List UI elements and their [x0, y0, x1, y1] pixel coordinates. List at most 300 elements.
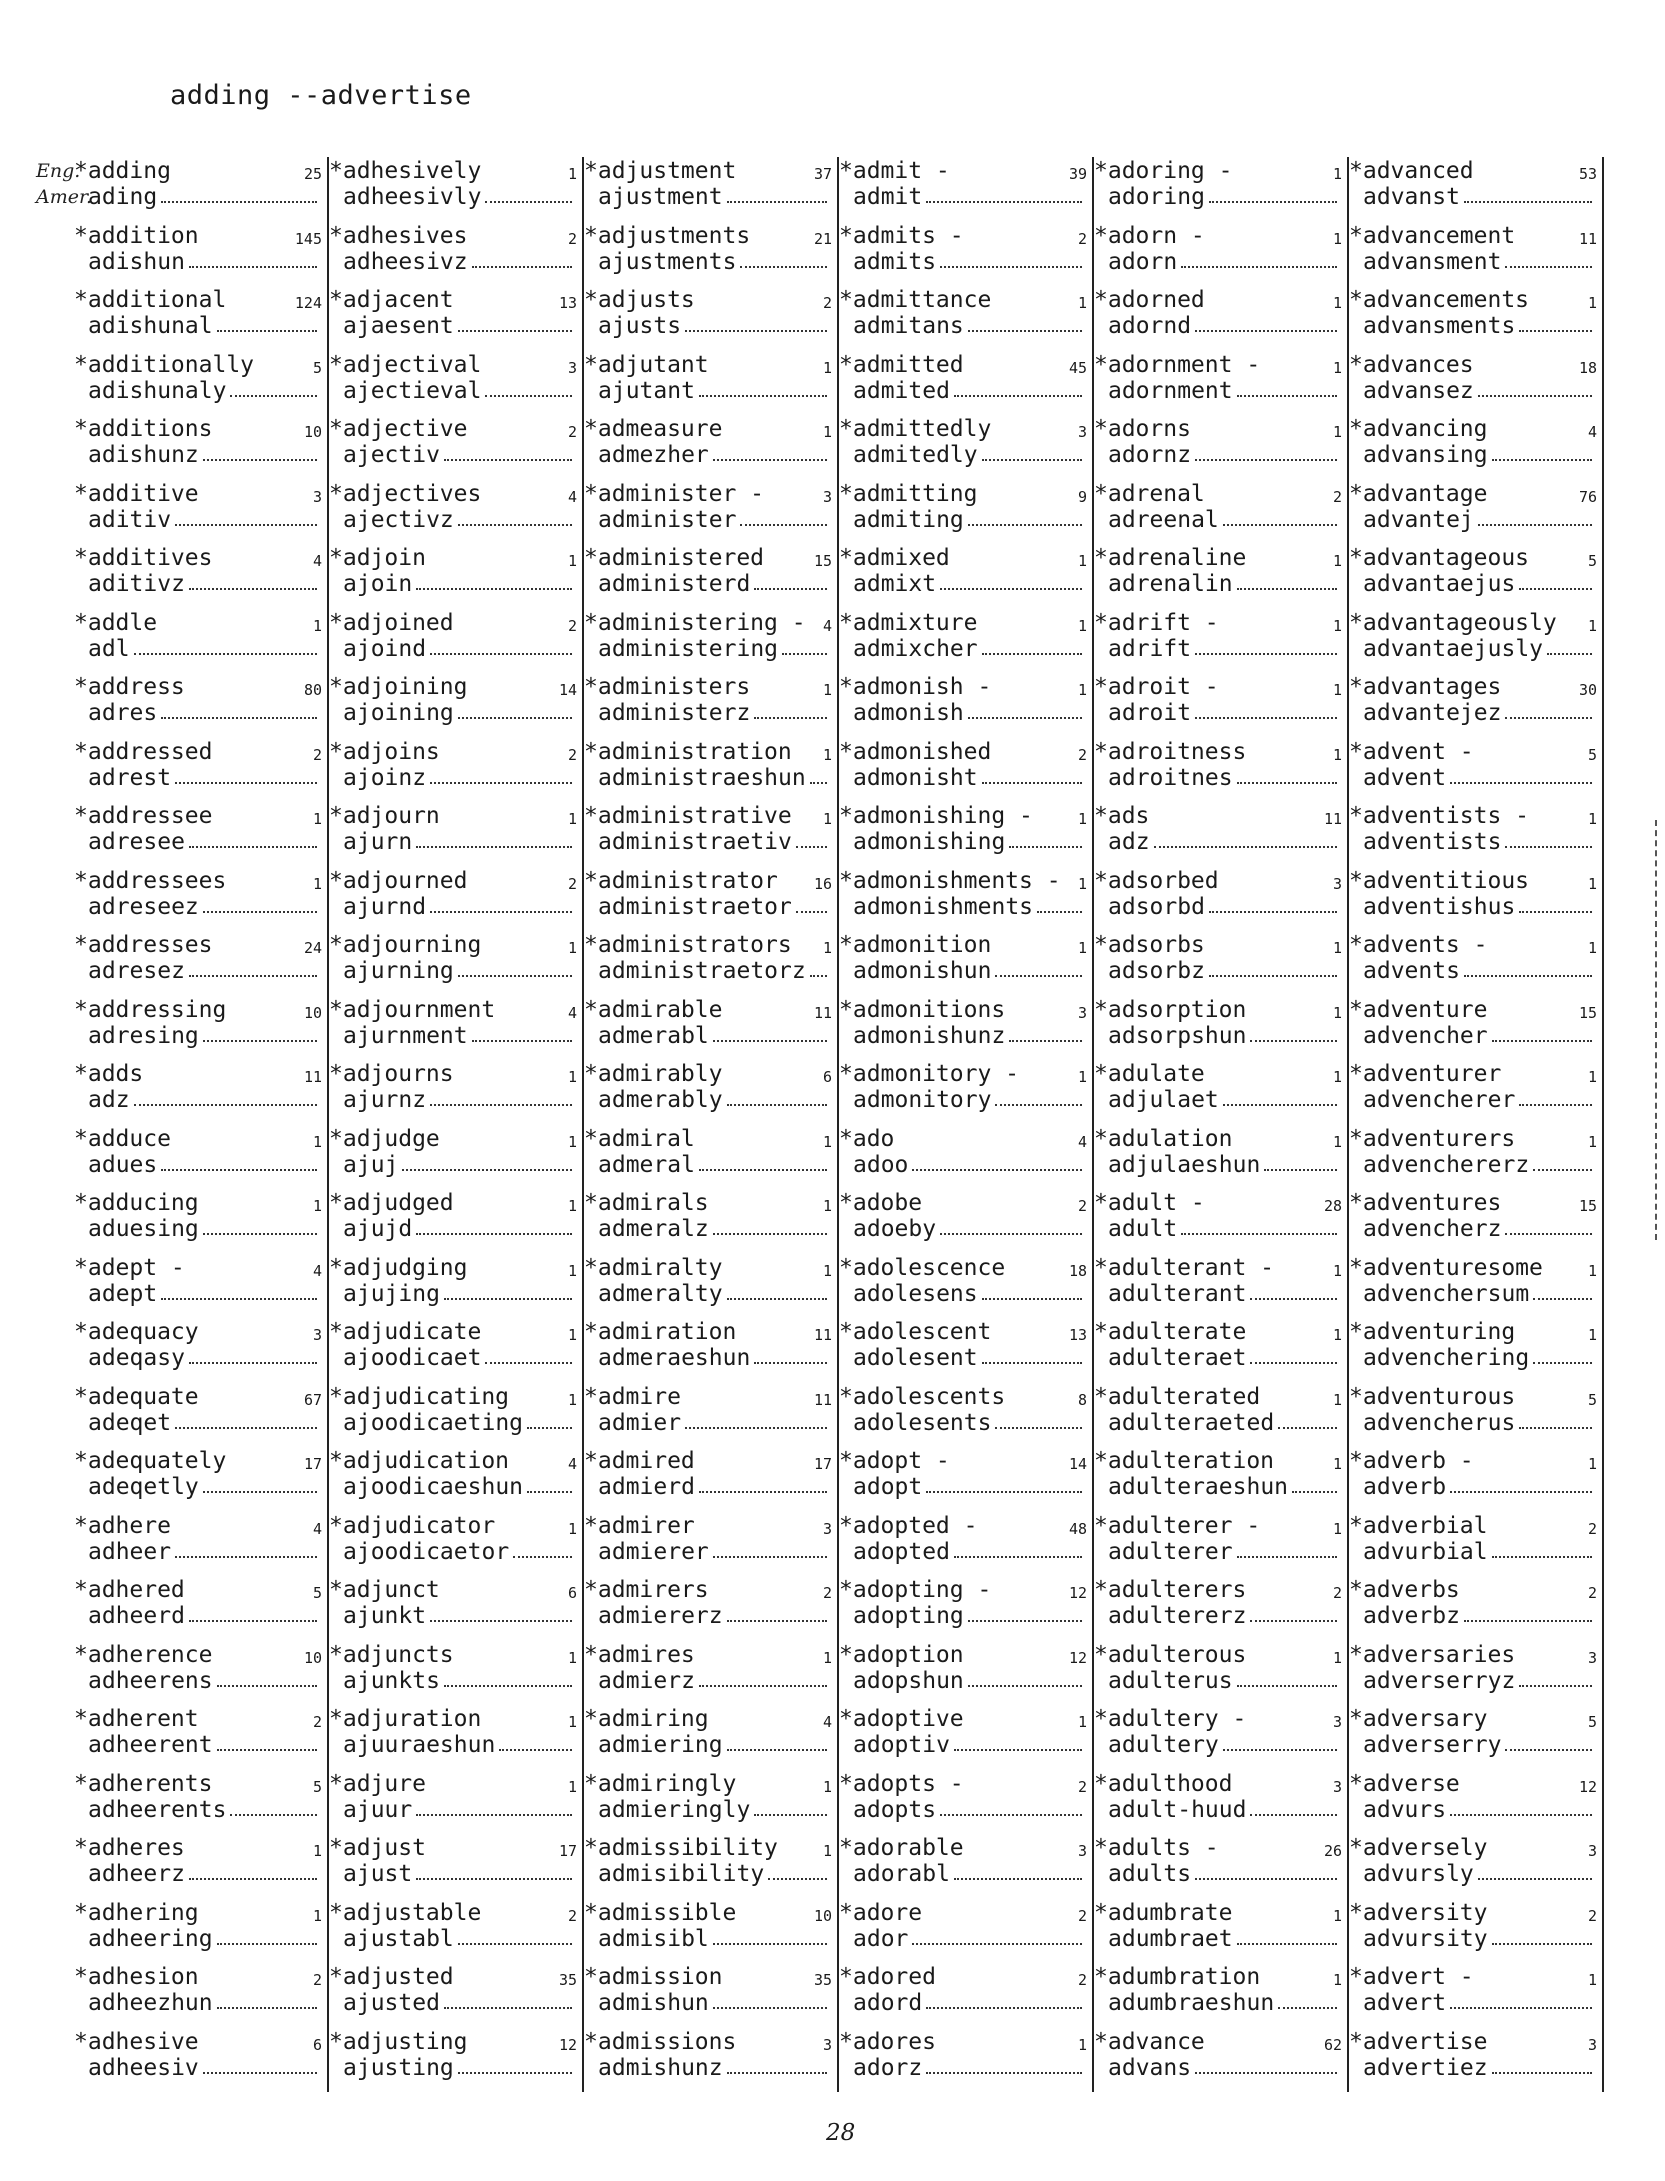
- dotted-leader: [416, 846, 572, 848]
- english-spelling: *advent -: [1349, 738, 1474, 765]
- dotted-leader: [458, 1943, 572, 1945]
- dictionary-entry: [1349, 2028, 1604, 2093]
- dotted-leader: [1195, 459, 1337, 461]
- english-spelling: *admissibility: [584, 1835, 778, 1861]
- reformed-spelling: adheerd: [88, 1603, 185, 1629]
- english-spelling: *adores: [839, 2028, 936, 2055]
- dotted-leader: [1237, 1685, 1337, 1687]
- reformed-spelling: admonishing: [853, 829, 1006, 855]
- american-word: [1363, 1990, 1596, 2016]
- american-word: [343, 829, 576, 855]
- american-word: [1363, 2055, 1596, 2081]
- reformed-spelling: advansez: [1363, 377, 1474, 404]
- dotted-leader: [968, 330, 1082, 332]
- dictionary-entry: [329, 1770, 584, 1835]
- dictionary-entry: [329, 1705, 584, 1770]
- english-spelling: *admonishing -: [839, 803, 1033, 829]
- dotted-leader: [444, 1298, 572, 1300]
- frequency-count: 1: [567, 1068, 577, 1086]
- english-spelling: *admonish -: [839, 674, 992, 700]
- english-spelling: *adverbial: [1349, 1512, 1488, 1539]
- dictionary-entry: [1094, 1770, 1349, 1835]
- american-word: [853, 1023, 1086, 1049]
- english-spelling: *adjust: [329, 1835, 426, 1861]
- english-spelling: *adore: [839, 1899, 923, 1926]
- american-word: [1108, 700, 1341, 726]
- frequency-count: 1: [567, 1197, 577, 1215]
- frequency-count: 1: [312, 1842, 322, 1860]
- reformed-spelling: admonishun: [853, 958, 992, 984]
- reformed-spelling: admieringly: [598, 1796, 751, 1823]
- american-word: [88, 1474, 321, 1500]
- american-word: [853, 1926, 1086, 1952]
- american-word: [853, 1410, 1086, 1436]
- american-word: [853, 184, 1086, 210]
- american-word: [1108, 249, 1341, 275]
- reformed-spelling: admierer: [598, 1538, 709, 1565]
- dictionary-entry: [839, 802, 1094, 867]
- english-word: [839, 1448, 1086, 1474]
- american-word: [343, 249, 576, 275]
- english-spelling: *adopt -: [839, 1448, 950, 1474]
- reformed-spelling: ajujd: [343, 1216, 413, 1242]
- english-word: [1094, 223, 1341, 249]
- frequency-count: 18: [1578, 358, 1597, 377]
- dictionary-entry: [839, 1576, 1094, 1641]
- english-word: [1094, 674, 1341, 700]
- english-spelling: *additions: [74, 416, 213, 442]
- american-word: [343, 1410, 576, 1436]
- dictionary-entry: [1349, 867, 1604, 932]
- american-word: [88, 442, 321, 468]
- dotted-leader: [727, 2072, 827, 2074]
- english-spelling: *adversity: [1349, 1899, 1488, 1926]
- english-spelling: *advanced: [1349, 158, 1474, 184]
- dictionary-entry: [74, 480, 329, 545]
- dictionary-entry: [329, 1963, 584, 2028]
- dotted-leader: [402, 1169, 572, 1171]
- frequency-count: 6: [312, 2035, 322, 2054]
- frequency-count: 4: [822, 616, 832, 635]
- frequency-count: 1: [567, 1713, 577, 1731]
- english-word: [584, 1126, 831, 1152]
- frequency-count: 1: [1587, 1971, 1597, 1989]
- english-word: [584, 223, 831, 249]
- english-spelling: *admirably: [584, 1061, 723, 1087]
- american-word: [343, 1861, 576, 1887]
- english-word: [1094, 1771, 1341, 1797]
- dictionary-entry: [584, 1963, 839, 2028]
- frequency-count: 11: [813, 1326, 832, 1344]
- english-word: [1349, 1771, 1596, 1797]
- american-word: [853, 1603, 1086, 1629]
- english-spelling: *addressees: [74, 867, 227, 894]
- american-word: [1108, 1087, 1341, 1113]
- dotted-leader: [968, 1620, 1082, 1622]
- american-word: [598, 507, 831, 533]
- frequency-count: 1: [822, 745, 832, 764]
- reformed-spelling: adheesiv: [88, 2054, 199, 2081]
- american-word: [598, 829, 831, 855]
- reformed-spelling: adults: [1108, 1861, 1192, 1887]
- english-spelling: *additives: [74, 545, 213, 571]
- dotted-leader: [1464, 975, 1592, 977]
- dotted-leader: [134, 653, 317, 655]
- reformed-spelling: adumbraet: [1108, 1925, 1233, 1952]
- dotted-leader: [1492, 459, 1592, 461]
- dictionary-entry: [329, 738, 584, 803]
- dictionary-entry: [584, 1189, 839, 1254]
- english-word: [1349, 1061, 1596, 1087]
- dictionary-entry: [1094, 1834, 1349, 1899]
- english-word: [74, 1577, 321, 1603]
- english-word: [74, 1835, 321, 1861]
- american-word: [1363, 1152, 1596, 1178]
- english-spelling: *adumbration: [1094, 1964, 1261, 1990]
- dotted-leader: [430, 782, 572, 784]
- english-spelling: *addition: [74, 222, 199, 249]
- dotted-leader: [203, 1491, 317, 1493]
- dotted-leader: [1505, 1749, 1592, 1751]
- english-spelling: *admonished: [839, 738, 992, 765]
- english-word: [839, 545, 1086, 571]
- dotted-leader: [458, 330, 572, 332]
- american-word: [598, 1926, 831, 1952]
- american-word: [88, 1087, 321, 1113]
- dotted-leader: [485, 201, 572, 203]
- frequency-count: 1: [312, 616, 322, 635]
- frequency-count: 13: [1068, 1326, 1087, 1344]
- english-word: [839, 997, 1086, 1023]
- english-spelling: *admonition: [839, 932, 992, 958]
- english-spelling: *adulteration: [1094, 1448, 1275, 1474]
- reformed-spelling: admierz: [598, 1667, 695, 1694]
- dotted-leader: [1195, 2072, 1337, 2074]
- reformed-spelling: adz: [1108, 829, 1150, 855]
- dotted-leader: [926, 2072, 1082, 2074]
- american-word: [1363, 1603, 1596, 1629]
- reformed-spelling: admeralty: [598, 1280, 723, 1307]
- american-word: [1108, 1797, 1341, 1823]
- frequency-count: 2: [1587, 1584, 1597, 1602]
- reformed-spelling: adjulaeshun: [1108, 1151, 1261, 1178]
- american-word: [1363, 1087, 1596, 1113]
- dictionary-entry: [839, 1254, 1094, 1319]
- english-word: [839, 481, 1086, 507]
- dotted-leader: [940, 588, 1082, 590]
- dotted-leader: [982, 653, 1082, 655]
- english-spelling: *adjective: [329, 416, 468, 442]
- dictionary-entry: [74, 996, 329, 1061]
- frequency-count: 12: [1068, 1584, 1087, 1602]
- american-word: [598, 1797, 831, 1823]
- reformed-spelling: adres: [88, 700, 158, 726]
- frequency-count: 2: [312, 745, 322, 764]
- reformed-spelling: administer: [598, 506, 737, 533]
- frequency-count: 1: [567, 1519, 577, 1538]
- frequency-count: 1: [1587, 294, 1597, 312]
- english-spelling: *adhesives: [329, 222, 468, 249]
- dictionary-entry: [839, 931, 1094, 996]
- reformed-spelling: admixcher: [853, 635, 978, 662]
- english-spelling: *addressee: [74, 803, 213, 829]
- english-word: [74, 481, 321, 507]
- reformed-spelling: ajustment: [598, 184, 723, 210]
- reformed-spelling: adopshun: [853, 1667, 964, 1694]
- dotted-leader: [430, 911, 572, 913]
- american-word: [88, 1023, 321, 1049]
- english-spelling: *additive: [74, 480, 199, 507]
- reformed-spelling: adornment: [1108, 377, 1233, 404]
- dotted-leader: [1195, 1878, 1337, 1880]
- dictionary-entry: [839, 1318, 1094, 1383]
- frequency-count: 3: [1587, 1842, 1597, 1860]
- english-spelling: *adjudged: [329, 1190, 454, 1216]
- english-spelling: *admonishments -: [839, 867, 1061, 894]
- english-word: [74, 1255, 321, 1281]
- frequency-count: 1: [822, 1648, 832, 1667]
- dotted-leader: [513, 1556, 572, 1558]
- english-spelling: *adequacy: [74, 1319, 199, 1345]
- dotted-leader: [1547, 653, 1592, 655]
- english-spelling: *adolescents: [839, 1383, 1006, 1410]
- english-word: [584, 545, 831, 571]
- american-word: [598, 1281, 831, 1307]
- dictionary-entry: [839, 415, 1094, 480]
- english-spelling: *ado: [839, 1125, 895, 1152]
- american-word: [853, 1732, 1086, 1758]
- dotted-leader: [189, 846, 317, 848]
- american-word: [343, 1087, 576, 1113]
- frequency-count: 15: [1578, 1003, 1597, 1022]
- dotted-leader: [1519, 330, 1592, 332]
- american-word: [1108, 894, 1341, 920]
- english-word: [329, 674, 576, 700]
- dotted-leader: [954, 1749, 1082, 1751]
- english-word: [839, 1513, 1086, 1539]
- dotted-leader: [1250, 1814, 1337, 1816]
- dotted-leader: [727, 1298, 827, 1300]
- english-word: [329, 545, 576, 571]
- reformed-spelling: advantaejus: [1363, 571, 1516, 597]
- dictionary-entry: [1094, 1447, 1349, 1512]
- frequency-count: 2: [1077, 1777, 1087, 1796]
- english-spelling: *administrator: [584, 867, 778, 894]
- american-word: [343, 571, 576, 597]
- reformed-spelling: adrift: [1108, 635, 1192, 662]
- reformed-spelling: ajunkts: [343, 1667, 440, 1694]
- english-word: [1349, 158, 1596, 184]
- frequency-count: 14: [558, 681, 577, 699]
- reformed-spelling: adl: [88, 635, 130, 662]
- american-word: [1108, 313, 1341, 339]
- dictionary-entry: [1094, 738, 1349, 803]
- dotted-leader: [796, 846, 827, 848]
- dictionary-entry: [74, 1060, 329, 1125]
- reformed-spelling: adroit: [1108, 700, 1192, 726]
- frequency-count: 35: [813, 1971, 832, 1989]
- dotted-leader: [1505, 1233, 1592, 1235]
- reformed-spelling: adorn: [1108, 248, 1178, 275]
- dictionary-entry: [74, 157, 329, 222]
- dotted-leader: [472, 1040, 572, 1042]
- dictionary-entry: [584, 351, 839, 416]
- reformed-spelling: adreenal: [1108, 506, 1219, 533]
- frequency-count: 16: [813, 874, 832, 893]
- dotted-leader: [217, 1749, 317, 1751]
- dictionary-entry: [329, 157, 584, 222]
- english-word: [74, 1771, 321, 1797]
- dictionary-entry: [1349, 673, 1604, 738]
- english-word: [329, 1384, 576, 1410]
- dictionary-entry: [839, 1512, 1094, 1577]
- english-spelling: *addresses: [74, 932, 213, 958]
- english-word: [839, 1190, 1086, 1216]
- english-spelling: *adequately: [74, 1448, 227, 1474]
- frequency-count: 2: [1332, 1584, 1342, 1602]
- english-spelling: *adjoined: [329, 609, 454, 636]
- reformed-spelling: ajectiv: [343, 442, 440, 468]
- frequency-count: 3: [822, 1519, 832, 1538]
- english-spelling: *adds: [74, 1061, 144, 1087]
- frequency-count: 4: [567, 487, 577, 506]
- dotted-leader: [1464, 201, 1592, 203]
- english-word: [1094, 1900, 1341, 1926]
- dictionary-entry: [839, 544, 1094, 609]
- american-word: [598, 765, 831, 791]
- frequency-count: 2: [1077, 1906, 1087, 1925]
- american-word: [343, 958, 576, 984]
- dictionary-entry: [1094, 1705, 1349, 1770]
- american-word: [88, 1345, 321, 1371]
- english-word: [329, 997, 576, 1023]
- american-word: [1363, 313, 1596, 339]
- dotted-leader: [699, 1685, 827, 1687]
- american-word: [1363, 1668, 1596, 1694]
- dictionary-entry: [1349, 415, 1604, 480]
- american-word: [88, 765, 321, 791]
- american-word: [343, 1216, 576, 1242]
- english-spelling: *adsorption: [1094, 996, 1247, 1023]
- frequency-count: 1: [1332, 745, 1342, 764]
- dotted-leader: [416, 1233, 572, 1235]
- english-word: [329, 1126, 576, 1152]
- american-word: [343, 507, 576, 533]
- reformed-spelling: ajoodicaeshun: [343, 1474, 524, 1500]
- american-word: [853, 2055, 1086, 2081]
- frequency-count: 1: [1332, 1326, 1342, 1344]
- amer-label: Amer.: [36, 186, 93, 208]
- frequency-count: 2: [822, 294, 832, 312]
- american-word: [88, 313, 321, 339]
- frequency-count: 80: [303, 681, 322, 699]
- american-word: [1363, 1474, 1596, 1500]
- english-word: [839, 416, 1086, 442]
- frequency-count: 1: [1587, 939, 1597, 957]
- english-word: [1094, 2029, 1341, 2055]
- dictionary-entry: [1094, 1641, 1349, 1706]
- english-spelling: *adorns: [1094, 416, 1191, 442]
- english-word: [1349, 739, 1596, 765]
- dotted-leader: [189, 266, 317, 268]
- american-word: [1108, 1216, 1341, 1242]
- dotted-leader: [968, 717, 1082, 719]
- reformed-spelling: adresez: [88, 958, 185, 984]
- dictionary-entry: [74, 351, 329, 416]
- english-spelling: *adulterers: [1094, 1577, 1247, 1603]
- english-spelling: *adherents: [74, 1770, 213, 1797]
- frequency-count: 1: [1077, 1068, 1087, 1086]
- reformed-spelling: adheerz: [88, 1861, 185, 1887]
- american-word: [1363, 571, 1596, 597]
- dotted-leader: [1450, 1491, 1592, 1493]
- reformed-spelling: admisibility: [598, 1861, 765, 1887]
- dictionary-entry: [1094, 609, 1349, 674]
- english-word: [584, 1835, 831, 1861]
- reformed-spelling: ajurnz: [343, 1087, 427, 1113]
- dictionary-entry: [584, 609, 839, 674]
- english-spelling: *admire: [584, 1383, 681, 1410]
- american-word: [1363, 1797, 1596, 1823]
- english-word: [329, 352, 576, 378]
- american-word: [88, 184, 321, 210]
- reformed-spelling: adheerens: [88, 1667, 213, 1694]
- reformed-spelling: ajustments: [598, 248, 737, 275]
- dotted-leader: [713, 2007, 827, 2009]
- american-word: [853, 1668, 1086, 1694]
- dictionary-entry: [74, 2028, 329, 2093]
- english-word: [584, 1642, 831, 1668]
- american-word: [598, 1539, 831, 1565]
- dictionary-entry: [584, 157, 839, 222]
- reformed-spelling: adopt: [853, 1474, 923, 1500]
- english-spelling: *advantages: [1349, 674, 1502, 700]
- frequency-count: 11: [1578, 229, 1597, 248]
- dictionary-entry: [329, 286, 584, 351]
- reformed-spelling: adsorbz: [1108, 958, 1205, 984]
- english-word: [1349, 352, 1596, 378]
- english-spelling: *adrift -: [1094, 609, 1219, 636]
- english-word: [74, 1706, 321, 1732]
- frequency-count: 4: [822, 1713, 832, 1731]
- english-word: [1349, 803, 1596, 829]
- english-word: [74, 223, 321, 249]
- reformed-spelling: admishunz: [598, 2054, 723, 2081]
- american-word: [853, 1539, 1086, 1565]
- frequency-count: 145: [294, 229, 322, 248]
- english-spelling: *adducing: [74, 1190, 199, 1216]
- reformed-spelling: adroitnes: [1108, 764, 1233, 791]
- dictionary-entry: [1094, 673, 1349, 738]
- frequency-count: 1: [312, 1132, 322, 1151]
- dotted-leader: [1519, 1427, 1592, 1429]
- dotted-leader: [954, 1878, 1082, 1880]
- american-word: [853, 507, 1086, 533]
- english-spelling: *adjustment: [584, 158, 737, 184]
- english-word: [839, 1384, 1086, 1410]
- frequency-count: 2: [567, 745, 577, 764]
- frequency-count: 67: [303, 1390, 322, 1409]
- dictionary-entry: [1094, 351, 1349, 416]
- american-word: [598, 958, 831, 984]
- dictionary-entry: [584, 1834, 839, 1899]
- frequency-count: 1: [822, 1197, 832, 1215]
- dotted-leader: [713, 1040, 827, 1042]
- reformed-spelling: adord: [853, 1990, 923, 2016]
- reformed-spelling: admitans: [853, 313, 964, 339]
- english-word: [584, 739, 831, 765]
- frequency-count: 5: [1587, 1390, 1597, 1409]
